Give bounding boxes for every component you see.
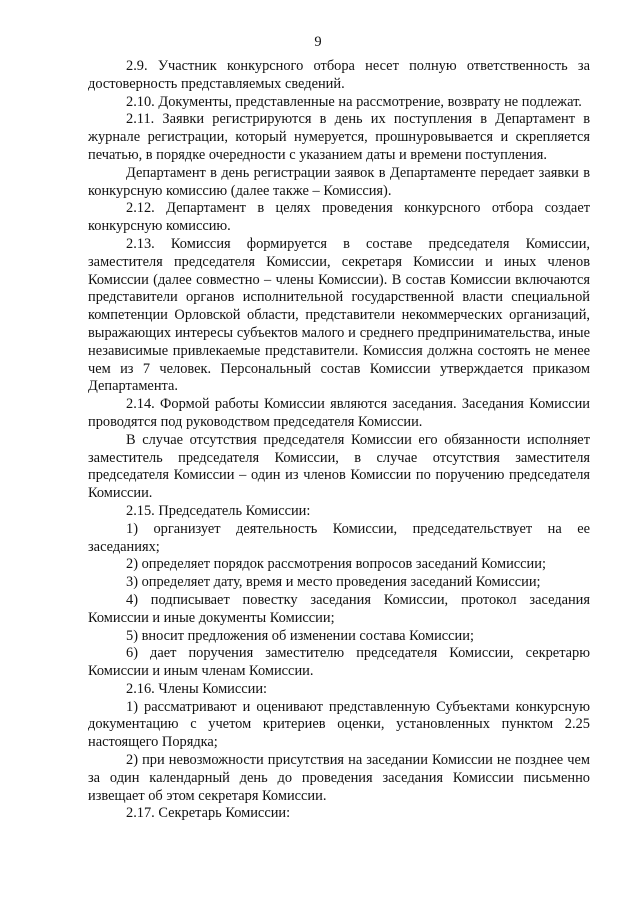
list-item-chair-4: 4) подписывает повестку заседания Комиссии, протокол заседания Комиссии и иные документы Комиссии; — [88, 591, 590, 626]
paragraph-2-12: 2.12. Департамент в целях проведения конкурсного отбора создает конкурсную комиссию. — [88, 200, 590, 235]
paragraph-2-17: 2.17. Секретарь Комиссии: — [126, 805, 291, 822]
paragraph-chair-absence: В случае отсутствия председателя Комиссии его обязанности исполняет заместитель председателя Комиссии, в случае отсутствия заместителя председателя Комиссии – один из членов Комиссии по поручению председателя Комиссии. — [88, 431, 590, 502]
list-item-members-2: 2) при невозможности присутствия на заседании Комиссии не позднее чем за один календарный день до проведения заседания Комиссии письменно извещает об этом секретаря Комиссии. — [88, 752, 590, 804]
paragraph-2-11: 2.11. Заявки регистрируются в день их поступления в Департамент в журнале регистрации, который нумеруется, прошнуровывается и скрепляется печатью, в порядке очередности с указанием даты и времени поступления. — [88, 111, 590, 163]
paragraph-2-14: 2.14. Формой работы Комиссии являются заседания. Заседания Комиссии проводятся под руководством председателя Комиссии. — [88, 396, 590, 430]
list-item-chair-6: 6) дает поручения заместителю председателя Комиссии, секретарю Комиссии и иным членам Комиссии. — [88, 645, 590, 680]
document-body — [88, 58, 590, 823]
paragraph-2-10: 2.10. Документы, представленные на рассмотрение, возврату не подлежат. — [126, 93, 582, 110]
list-item-chair-2: 2) определяет порядок рассмотрения вопросов заседаний Комиссии; — [126, 556, 546, 573]
list-item-chair-5: 5) вносит предложения об изменении состава Комиссии; — [126, 627, 474, 644]
paragraph-2-15: 2.15. Председатель Комиссии: — [126, 502, 311, 519]
paragraph-2-13: 2.13. Комиссия формируется в составе председателя Комиссии, заместителя председателя Комиссии, секретаря Комиссии и иных членов Комиссии (далее совместно – члены Комиссии). В состав Комиссии включаются представители органов исполнительной государственной власти специальной компетенции Орловской области, представители некоммерческих организаций, выражающих интересы субъектов малого и среднего предпринимательства, иные независимые привлекаемые представители. Комиссия должна состоять не менее чем из 7 человек. Персональный состав Комиссии утверждается приказом Департамента. — [88, 235, 590, 395]
paragraph-2-9: 2.9. Участник конкурсного отбора несет полную ответственность за достоверность представляемых сведений. — [88, 58, 590, 92]
page-number: 9 — [314, 34, 322, 50]
paragraph-registration-transfer: Департамент в день регистрации заявок в Департаменте передает заявки в конкурсную комиссию (далее также – Комиссия). — [88, 164, 590, 199]
list-item-members-1: 1) рассматривают и оценивают представленную Субъектами конкурсную документацию с учетом критериев оценки, установленных пунктом 2.25 настоящего Порядка; — [88, 698, 590, 751]
paragraph-2-16: 2.16. Члены Комиссии: — [126, 680, 268, 697]
list-item-chair-3: 3) определяет дату, время и место проведения заседаний Комиссии; — [126, 574, 541, 591]
list-item-chair-1: 1) организует деятельность Комиссии, председательствует на ее заседаниях; — [88, 520, 590, 555]
